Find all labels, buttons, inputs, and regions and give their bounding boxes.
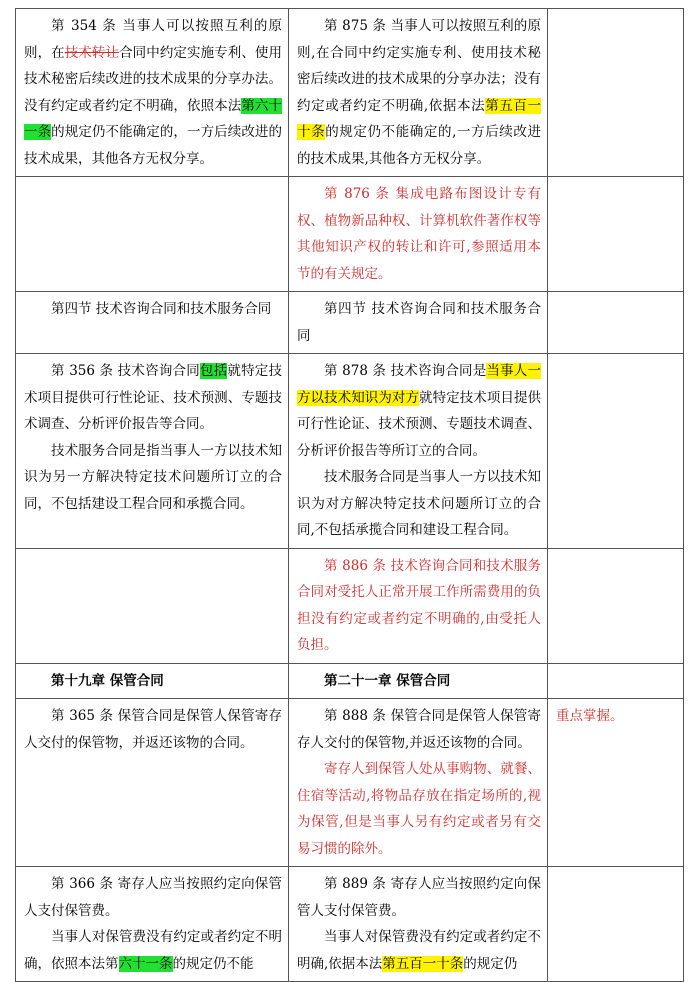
new-article-text: 第 876 条 集成电路布图设计专有权、植物新品种权、计算机软件著作权等其他知识产权的转让和许可,参照适用本节的有关规定。 [297,186,541,282]
table-row [16,699,684,867]
old-law-cell: 第 356 条 技术咨询合同包括就特定技术项目提供可行性论证、技术预测、专题技术调查、分析评价报告等合同。 技术服务合同是指当事人一方以技术知识为另一方解决特定技术问题所订立的合同，不包括建设工程合同和承揽合同。 [16,354,289,549]
note-text: 重点掌握。 [556,708,624,724]
highlight-yellow: 第五百一十条 [297,97,542,140]
section-heading: 第四节 技术咨询合同和技术服务合同 [297,301,541,344]
table-row [16,9,684,177]
table-row [16,663,684,699]
note-cell [548,9,684,177]
table-row [16,177,684,292]
table-row [16,548,684,663]
new-law-cell [289,177,548,292]
note-cell [548,292,684,354]
highlight-green: 包括 [199,363,228,379]
highlight-green: 六十一条 [118,955,173,972]
old-law-cell [16,663,289,699]
new-law-cell: 第 889 条 寄存人应当按照约定向保管人支付保管费。 当事人对保管费没有约定或者约定不明确,依据本法第五百一十条的规定仍 [289,867,548,982]
new-law-cell: 第 878 条 技术咨询合同是当事人一方以技术知识为对方就特定技术项目提供可行性论证、技术预测、专题技术调查、分析评价报告等所订立的合同。 技术服务合同是当事人一方以技术知识为对方解决特定技术问题所订立的合同,不包括承揽合同和建设工程合同。 [289,354,548,549]
old-law-cell: 第 365 条 保管合同是保管人保管寄存人交付的保管物，并返还该物的合同。 [16,699,289,867]
old-law-cell [16,292,289,354]
table-row [16,867,684,982]
new-law-cell [289,548,548,663]
old-law-cell: 第 366 条 寄存人应当按照约定向保管人支付保管费。 当事人对保管费没有约定或者约定不明确，依照本法第六十一条的规定仍不能 [16,867,289,982]
comparison-table [15,8,684,982]
deleted-text: 技术转让 [64,44,120,61]
new-law-cell [289,292,548,354]
note-cell [548,867,684,982]
table-row [16,292,684,354]
table-row [16,354,684,549]
note-cell [548,663,684,699]
note-cell [548,699,684,867]
highlight-yellow: 第五百一十条 [382,955,464,972]
new-law-cell [289,663,548,699]
highlight-yellow: 当事人一方以技术知识为对方 [297,363,541,406]
new-law-cell: 第 888 条 保管合同是保管人保管寄存人交付的保管物,并返还该物的合同。 寄存人到保管人处从事购物、就餐、住宿等活动,将物品存放在指定场所的,视为保管,但是当事人另有约定或者另有交易习惯的除外。 [289,699,548,867]
note-cell [548,548,684,663]
old-law-cell [16,177,289,292]
new-article-text: 第 886 条 技术咨询合同和技术服务合同对受托人正常开展工作所需费用的负担没有约定或者约定不明确的,由受托人负担。 [297,557,541,653]
old-law-cell: 第 354 条 当事人可以按照互利的原则，在技术转让合同中约定实施专利、使用技术秘密后续改进的技术成果的分享办法。没有约定或者约定不明确，依照本法第六十一条的规定仍不能确定的，一方后续改进的技术成果，其他各方无权分享。 [16,9,289,177]
note-cell [548,354,684,549]
new-law-cell: 第 875 条 当事人可以按照互利的原则,在合同中约定实施专利、使用技术秘密后续改进的技术成果的分享办法；没有约定或者约定不明确,依据本法第五百一十条的规定仍不能确定的,一方后续改进的技术成果,其他各方无权分享。 [289,9,548,177]
note-cell [548,177,684,292]
old-law-cell [16,548,289,663]
highlight-green: 第六十一条 [24,97,283,140]
chapter-heading: 第二十一章 保管合同 [324,672,451,689]
section-heading: 第四节 技术咨询合同和技术服务合同 [51,301,272,317]
chapter-heading: 第十九章 保管合同 [51,672,164,689]
